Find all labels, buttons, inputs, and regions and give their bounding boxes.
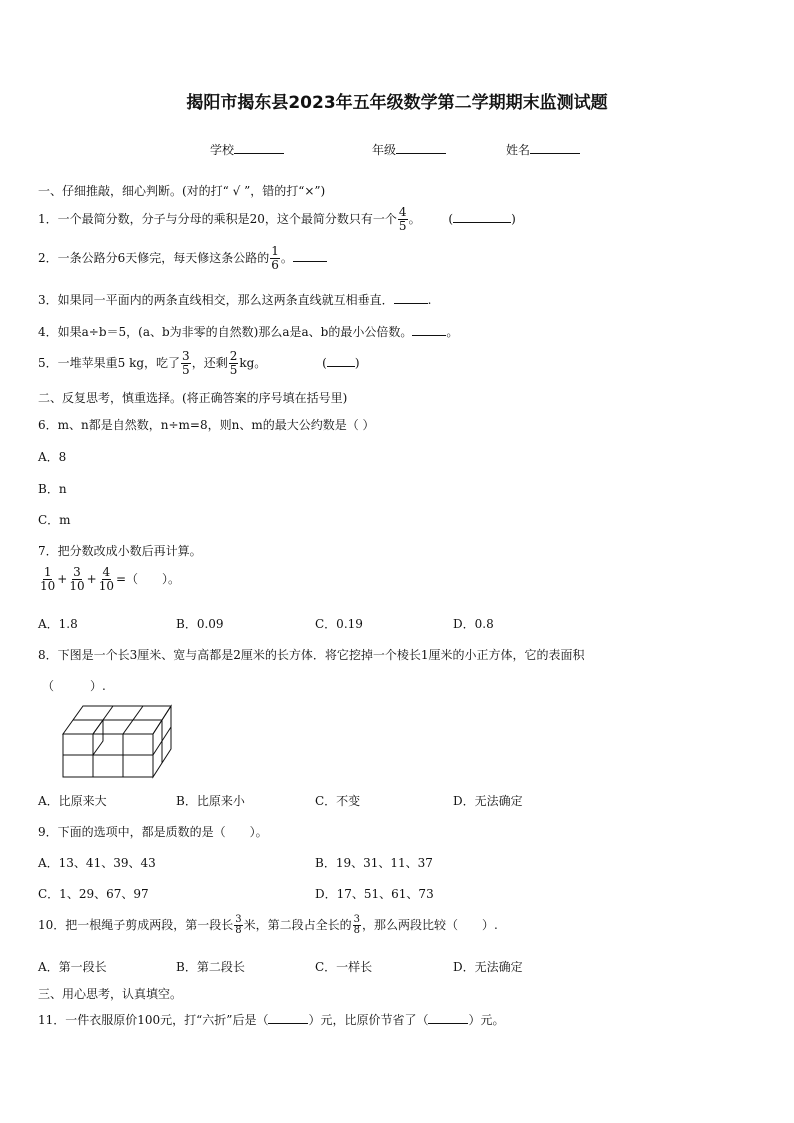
q2-answer-blank xyxy=(293,251,327,262)
school-blank xyxy=(234,141,284,154)
q5-frac2-num: 2 xyxy=(229,349,238,363)
question-8: 8．下图是一个长3厘米、宽与高都是2厘米的长方体．将它挖掉一个棱长1厘米的小正方体，它的表面积 xyxy=(38,648,585,662)
q7-plus-2: + xyxy=(86,572,97,586)
section-1-heading: 一、仔细推敲，细心判断。(对的打“ √ ”，错的打“×”) xyxy=(38,184,326,198)
q10-option-d: D．无法确定 xyxy=(453,960,523,974)
q1-fraction xyxy=(398,206,408,233)
question-10 xyxy=(38,915,498,936)
q10-frac1-den: 8 xyxy=(235,925,242,936)
q7-option-a: A．1.8 xyxy=(38,617,78,631)
q6-option-b: B．n xyxy=(38,482,67,496)
q7-f3-num: 4 xyxy=(102,565,111,579)
question-2 xyxy=(38,245,327,272)
q6-option-c: C．m xyxy=(38,513,71,527)
q1-paren-left: ( xyxy=(448,212,454,226)
q4-text: 4．如果a÷b＝5，(a、b为非零的自然数)那么a是a、b的最小公倍数。 xyxy=(38,325,413,339)
q10-fraction-1 xyxy=(234,915,242,936)
q8-option-a: A．比原来大 xyxy=(38,794,107,808)
question-7: 7．把分数改成小数后再计算。 xyxy=(38,544,202,558)
question-5 xyxy=(38,350,360,377)
q10-fraction-2 xyxy=(353,915,361,936)
q7-expression xyxy=(38,566,180,593)
q8-option-d: D．无法确定 xyxy=(453,794,523,808)
q2-frac-den: 6 xyxy=(271,258,279,272)
q6-option-a: A．8 xyxy=(38,450,67,464)
question-3 xyxy=(38,291,431,308)
page-title: 揭阳市揭东县2023年五年级数学第二学期期末监测试题 xyxy=(186,93,608,113)
q4-end: 。 xyxy=(446,325,459,339)
q3-answer-blank xyxy=(394,293,428,304)
q11-mid: ）元，比原价节省了（ xyxy=(308,1013,429,1027)
q7-option-b: B．0.09 xyxy=(176,617,224,631)
q9-option-a: A．13、41、39、43 xyxy=(38,856,156,870)
q5-paren-left: ( xyxy=(322,356,327,370)
q1-paren-right: ) xyxy=(511,212,516,226)
q10-mid: 米，第二段占全长的 xyxy=(243,918,352,932)
q8-option-c: C．不变 xyxy=(315,794,361,808)
q7-option-c: C．0.19 xyxy=(315,617,363,631)
section-3-heading: 三、用心思考，认真填空。 xyxy=(38,987,183,1001)
school-label: 学校 xyxy=(210,143,235,157)
q5-frac2-den: 5 xyxy=(229,363,238,377)
q5-fraction-eaten xyxy=(181,350,191,377)
name-blank xyxy=(530,141,580,154)
q7-frac-1 xyxy=(39,566,56,593)
q3-end: . xyxy=(427,293,432,307)
q11-text: 11．一件衣服原价100元，打“六折”后是（ xyxy=(38,1013,269,1027)
q3-text: 3．如果同一平面内的两条直线相交，那么这两条直线就互相垂直． xyxy=(38,293,394,307)
q5-answer-blank xyxy=(327,356,355,367)
question-11 xyxy=(38,1011,504,1028)
school-field xyxy=(210,141,284,158)
q8-paren: （ ）. xyxy=(42,679,106,693)
q5-frac1-num: 3 xyxy=(182,349,190,363)
q7-plus-1: + xyxy=(57,572,68,586)
q4-answer-blank xyxy=(412,325,446,336)
q10-option-c: C．一样长 xyxy=(315,960,373,974)
q7-equals: =（ ）。 xyxy=(115,572,181,586)
q5-frac1-den: 5 xyxy=(182,363,190,377)
q5-text: 5．一堆苹果重5 kg，吃了 xyxy=(38,356,181,370)
q11-blank-1 xyxy=(268,1013,308,1024)
q1-text: 1．一个最简分数，分子与分母的乘积是20，这个最简分数只有一个 xyxy=(38,212,397,226)
q7-option-d: D．0.8 xyxy=(453,617,494,631)
name-field xyxy=(506,141,580,158)
q5-paren-right: ) xyxy=(354,356,360,370)
q2-text: 2．一条公路分6天修完，每天修这条公路的 xyxy=(38,251,270,265)
q5-post: kg。 xyxy=(239,356,267,370)
q9-option-c: C．1、29、67、97 xyxy=(38,887,149,901)
q7-frac-2 xyxy=(68,566,85,593)
q10-frac2-num: 3 xyxy=(353,914,361,925)
q7-f1-den: 10 xyxy=(40,579,56,593)
q10-option-b: B．第二段长 xyxy=(176,960,245,974)
question-4 xyxy=(38,323,458,340)
cuboid-figure xyxy=(60,703,175,780)
q8-option-b: B．比原来小 xyxy=(176,794,245,808)
name-label: 姓名 xyxy=(506,143,531,157)
question-6: 6．m、n都是自然数，n÷m=8，则n、m的最大公约数是（ ） xyxy=(38,418,375,432)
grade-field xyxy=(372,141,446,158)
q5-fraction-left xyxy=(229,350,239,377)
q7-frac-3 xyxy=(98,566,115,593)
q1-frac-den: 5 xyxy=(398,219,407,233)
q7-f1-num: 1 xyxy=(43,565,52,579)
q7-f3-den: 10 xyxy=(98,579,114,593)
q11-blank-2 xyxy=(428,1013,468,1024)
question-9: 9．下面的选项中，都是质数的是（ ）。 xyxy=(38,825,268,839)
cuboid-cutout-edge xyxy=(93,720,103,755)
section-2-heading: 二、反复思考，慎重选择。(将正确答案的序号填在括号里) xyxy=(38,391,348,405)
q1-frac-num: 4 xyxy=(398,205,407,219)
q7-f2-num: 3 xyxy=(73,565,81,579)
q7-f2-den: 10 xyxy=(69,579,85,593)
q10-text: 10．把一根绳子剪成两段，第一段长 xyxy=(38,918,234,932)
q1-post: 。 xyxy=(408,212,421,226)
q2-frac-num: 1 xyxy=(271,244,279,258)
grade-blank xyxy=(396,141,446,154)
q9-option-d: D．17、51、61、73 xyxy=(315,887,434,901)
q2-post: 。 xyxy=(280,251,293,265)
q10-frac2-den: 8 xyxy=(353,925,361,936)
q2-fraction xyxy=(270,245,280,272)
q9-option-b: B．19、31、11、37 xyxy=(315,856,433,870)
grade-label: 年级 xyxy=(372,143,397,157)
q10-frac1-num: 3 xyxy=(235,914,242,925)
q10-post: ，那么两段比较（ ）. xyxy=(362,918,498,932)
q11-post: ）元。 xyxy=(468,1013,505,1027)
question-1 xyxy=(38,206,516,233)
q10-option-a: A．第一段长 xyxy=(38,960,107,974)
q1-answer-blank xyxy=(453,212,511,223)
q5-mid: ，还剩 xyxy=(191,356,228,370)
